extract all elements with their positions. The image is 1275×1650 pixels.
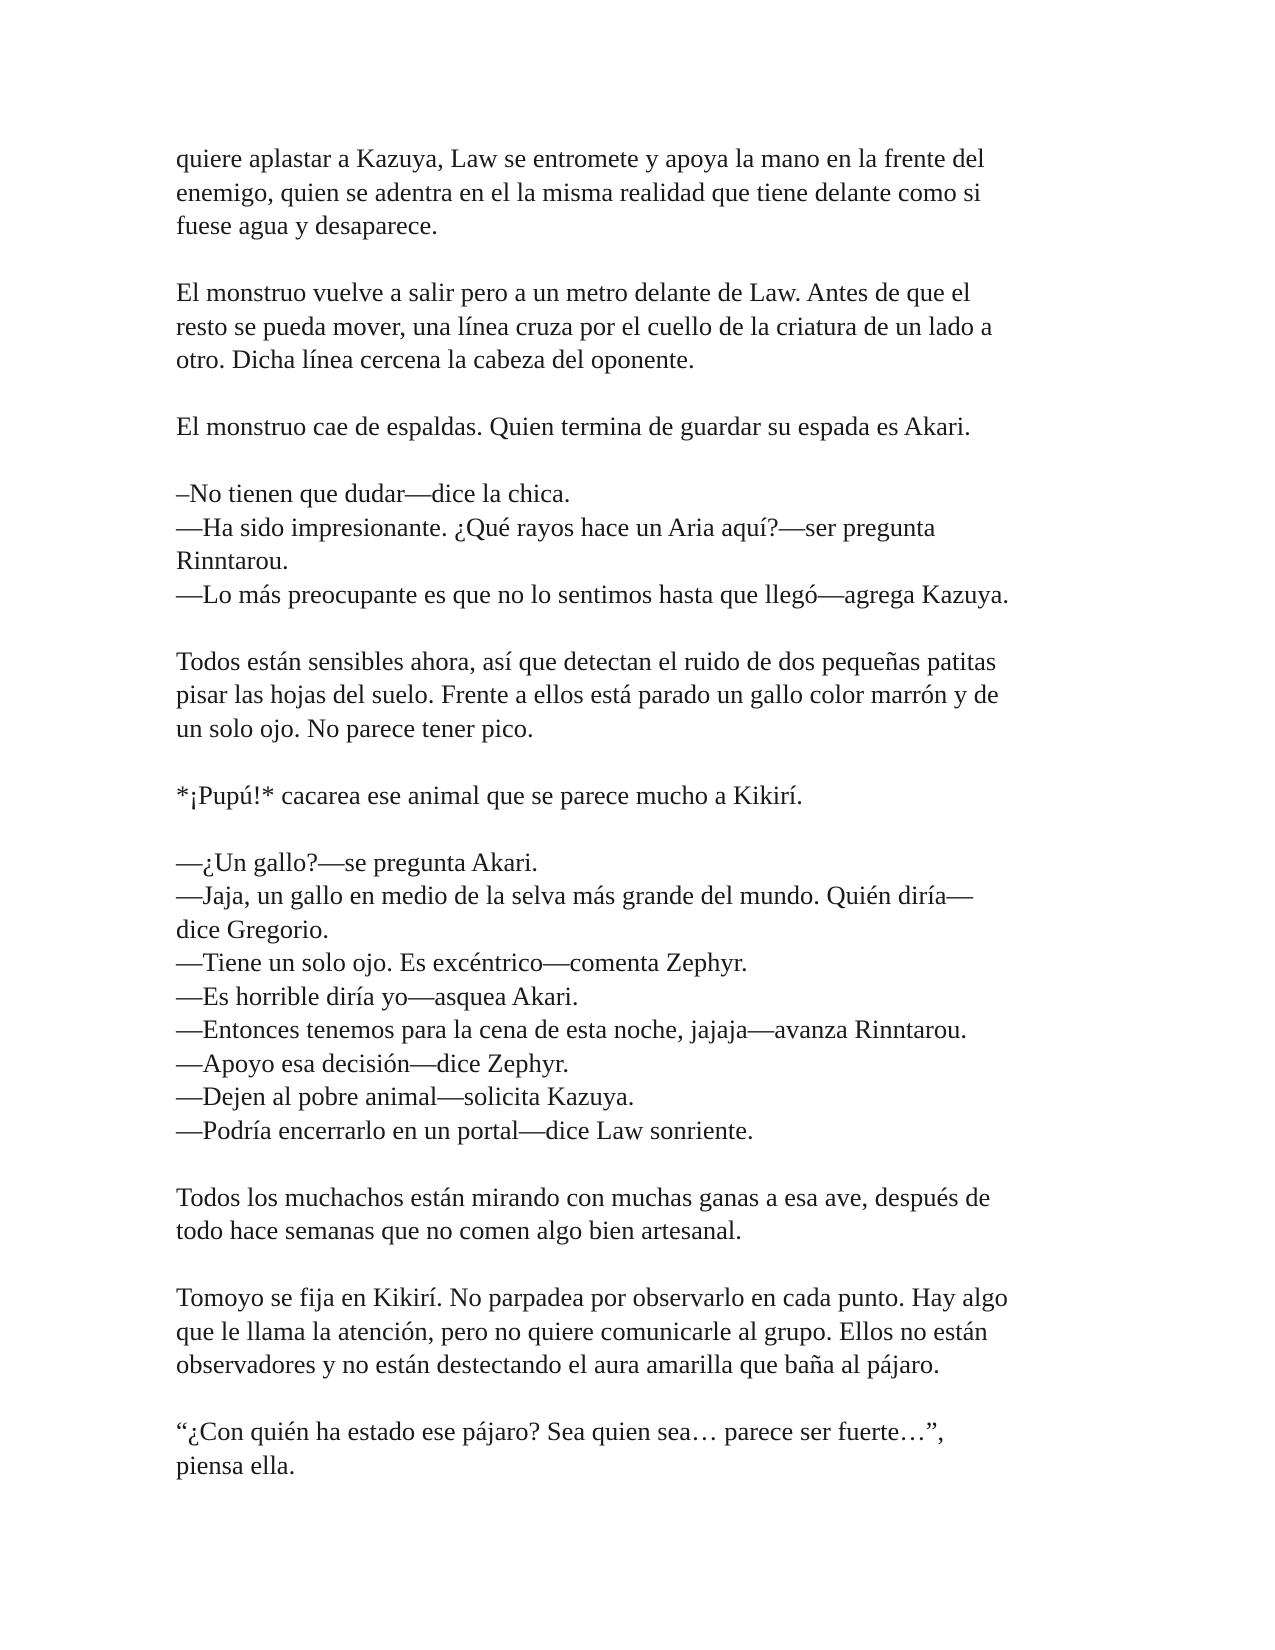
text-line: fuese agua y desaparece. (176, 210, 438, 240)
paragraph (176, 779, 1116, 813)
paragraph (176, 410, 1116, 444)
text-line: —Entonces tenemos para la cena de esta noche, jajaja—avanza Rinntarou. (176, 1014, 967, 1044)
text-line: otro. Dicha línea cercena la cabeza del oponente. (176, 344, 695, 374)
text-line: todo hace semanas que no comen algo bien artesanal. (176, 1215, 742, 1245)
text-line: El monstruo vuelve a salir pero a un metro delante de Law. Antes de que el (176, 277, 971, 307)
text-line: —Jaja, un gallo en medio de la selva más grande del mundo. Quién diría— (176, 880, 973, 910)
text-line: —Podría encerrarlo en un portal—dice Law sonriente. (176, 1114, 754, 1145)
text-line: Rinntarou. (176, 545, 289, 575)
text-line: un solo ojo. No parece tener pico. (176, 712, 534, 743)
text-line: pisar las hojas del suelo. Frente a ellos está parado un gallo color marrón y de (176, 679, 999, 709)
text-line: “¿Con quién ha estado ese pájaro? Sea quien sea… parece ser fuerte…”, (176, 1416, 945, 1446)
text-line: enemigo, quien se adentra en el la misma realidad que tiene delante como si (176, 176, 982, 207)
text-line: —¿Un gallo?—se pregunta Akari. (176, 846, 539, 877)
text-line: Todos los muchachos están mirando con muchas ganas a esa ave, después de (176, 1181, 991, 1212)
text-line: que le llama la atención, pero no quiere comunicarle al grupo. Ellos no están (176, 1315, 988, 1346)
text-line: Todos están sensibles ahora, así que detectan el ruido de dos pequeñas patitas (176, 645, 997, 676)
text-line: observadores y no están destectando el aura amarilla que baña al pájaro. (176, 1349, 940, 1379)
text-line: —Lo más preocupante es que no lo sentimos hasta que llegó—agrega Kazuya. (176, 578, 1010, 609)
text-line: —Es horrible diría yo—asquea Akari. (176, 980, 579, 1011)
text-line: quiere aplastar a Kazuya, Law se entromete y apoya la mano en la frente del (176, 143, 985, 173)
text-line: El monstruo cae de espaldas. Quien termina de guardar su espada es Akari. (176, 411, 971, 441)
text-line: Tomoyo se fija en Kikirí. No parpadea por observarlo en cada punto. Hay algo (176, 1282, 1008, 1312)
text-line: —Dejen al pobre animal—solicita Kazuya. (176, 1081, 635, 1111)
text-line: –No tienen que dudar—dice la chica. (176, 478, 571, 508)
text-line: —Apoyo esa decisión—dice Zephyr. (176, 1047, 569, 1078)
text-line: —Tiene un solo ojo. Es excéntrico—comenta Zephyr. (176, 947, 748, 977)
paragraph (176, 1181, 1116, 1248)
paragraph (176, 477, 1116, 611)
paragraph (176, 142, 1116, 243)
paragraph (176, 645, 1116, 746)
paragraph (176, 276, 1116, 377)
text-line: piensa ella. (176, 1449, 296, 1480)
text-line: —Ha sido impresionante. ¿Qué rayos hace un Aria aquí?—ser pregunta (176, 511, 936, 542)
text-line: *¡Pupú!* cacarea ese animal que se parece mucho a Kikirí. (176, 779, 803, 810)
text-line: resto se pueda mover, una línea cruza por el cuello de la criatura de un lado a (176, 310, 993, 341)
body-text (176, 142, 1116, 1482)
text-line: dice Gregorio. (176, 913, 330, 944)
paragraph (176, 846, 1116, 1148)
paragraph (176, 1281, 1116, 1382)
paragraph (176, 1415, 1116, 1482)
